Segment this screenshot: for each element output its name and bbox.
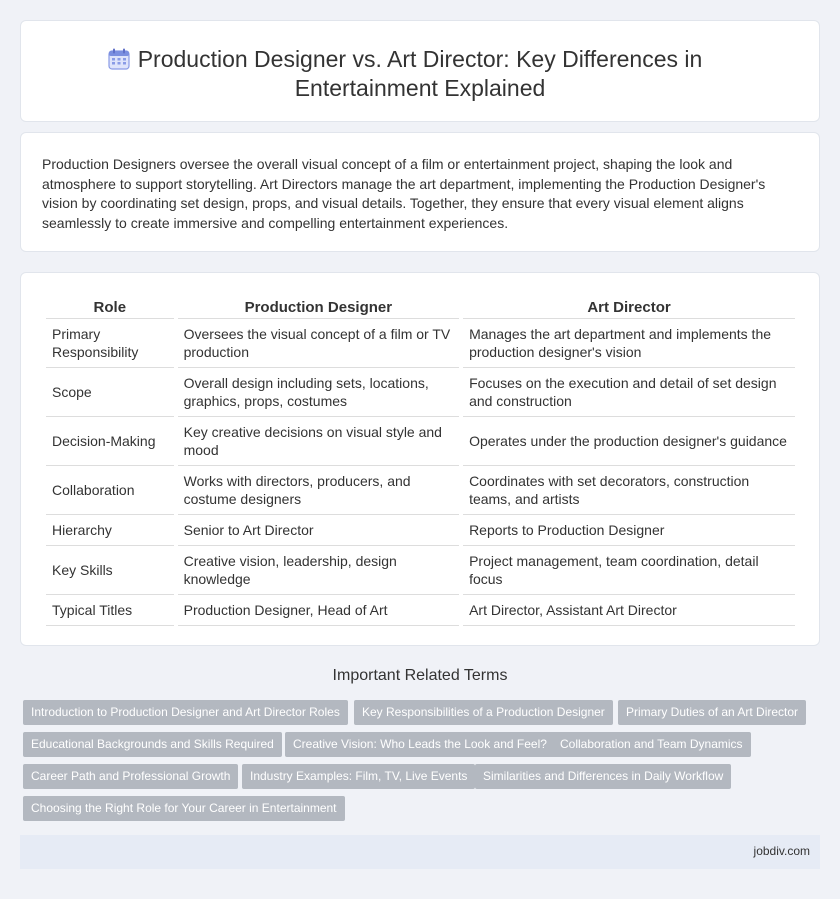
footer-site: jobdiv.com: [753, 844, 810, 858]
row-label: Typical Titles: [46, 595, 174, 626]
row-label: Decision-Making: [46, 417, 174, 466]
production-designer-cell: Production Designer, Head of Art: [178, 595, 459, 626]
table-row: [46, 319, 795, 368]
table-row: [46, 368, 795, 417]
table-row: [46, 466, 795, 515]
row-label: Key Skills: [46, 546, 174, 595]
production-designer-cell: Creative vision, leadership, design knowledge: [178, 546, 459, 595]
production-designer-cell: Oversees the visual concept of a film or TV production: [178, 319, 459, 368]
header-role: Role: [46, 295, 174, 319]
table-row: [46, 595, 795, 626]
art-director-cell: Reports to Production Designer: [463, 515, 795, 546]
row-label: Scope: [46, 368, 174, 417]
art-director-cell: Project management, team coordination, detail focus: [463, 546, 795, 595]
art-director-cell: Manages the art department and implements the production designer's vision: [463, 319, 795, 368]
page-title: Production Designer vs. Art Director: Key Differences in Entertainment Explained: [137, 46, 703, 101]
row-label: Collaboration: [46, 466, 174, 515]
production-designer-cell: Key creative decisions on visual style and mood: [178, 417, 459, 466]
header-art-director: Art Director: [463, 295, 795, 319]
row-label: Hierarchy: [46, 515, 174, 546]
title-card: [20, 20, 820, 122]
table-row: [46, 417, 795, 466]
related-term-tag[interactable]: Educational Backgrounds and Skills Required: [23, 732, 282, 757]
intro-card: [20, 132, 820, 252]
related-term-tag[interactable]: Industry Examples: Film, TV, Live Events: [242, 764, 475, 789]
related-term-tag[interactable]: Introduction to Production Designer and Art Director Roles: [23, 700, 348, 725]
table-row: [46, 515, 795, 546]
related-term-tag[interactable]: Creative Vision: Who Leads the Look and Feel?: [285, 732, 555, 757]
production-designer-cell: Senior to Art Director: [178, 515, 459, 546]
related-term-tag[interactable]: Choosing the Right Role for Your Career in Entertainment: [23, 796, 345, 821]
comparison-card: [20, 272, 820, 646]
related-terms-heading: Important Related Terms: [332, 667, 508, 684]
related-term-tag[interactable]: Collaboration and Team Dynamics: [552, 732, 751, 757]
row-label: Primary Responsibility: [46, 319, 174, 368]
related-term-tag[interactable]: Career Path and Professional Growth: [23, 764, 238, 789]
intro-paragraph: Production Designers oversee the overall visual concept of a film or entertainment project, shaping the look and atmosphere to support storytelling. Art Directors manage the art department, implementing the Production Designer's vision by coordinating set design, props, and visual details. Together, they ensure that every visual element aligns seamlessly to create immersive and compelling entertainment experiences.: [42, 156, 766, 231]
related-term-tag[interactable]: Key Responsibilities of a Production Designer: [354, 700, 613, 725]
production-designer-cell: Overall design including sets, locations, graphics, props, costumes: [178, 368, 459, 417]
footer: [20, 835, 820, 869]
related-term-tag[interactable]: Similarities and Differences in Daily Workflow: [475, 764, 731, 789]
header-production-designer: Production Designer: [178, 295, 459, 319]
table-header-row: [46, 295, 795, 319]
related-term-tag[interactable]: Primary Duties of an Art Director: [618, 700, 806, 725]
comparison-table: [42, 295, 799, 626]
table-row: [46, 546, 795, 595]
art-director-cell: Art Director, Assistant Art Director: [463, 595, 795, 626]
art-director-cell: Coordinates with set decorators, construction teams, and artists: [463, 466, 795, 515]
art-director-cell: Focuses on the execution and detail of set design and construction: [463, 368, 795, 417]
art-director-cell: Operates under the production designer's guidance: [463, 417, 795, 466]
production-designer-cell: Works with directors, producers, and costume designers: [178, 466, 459, 515]
